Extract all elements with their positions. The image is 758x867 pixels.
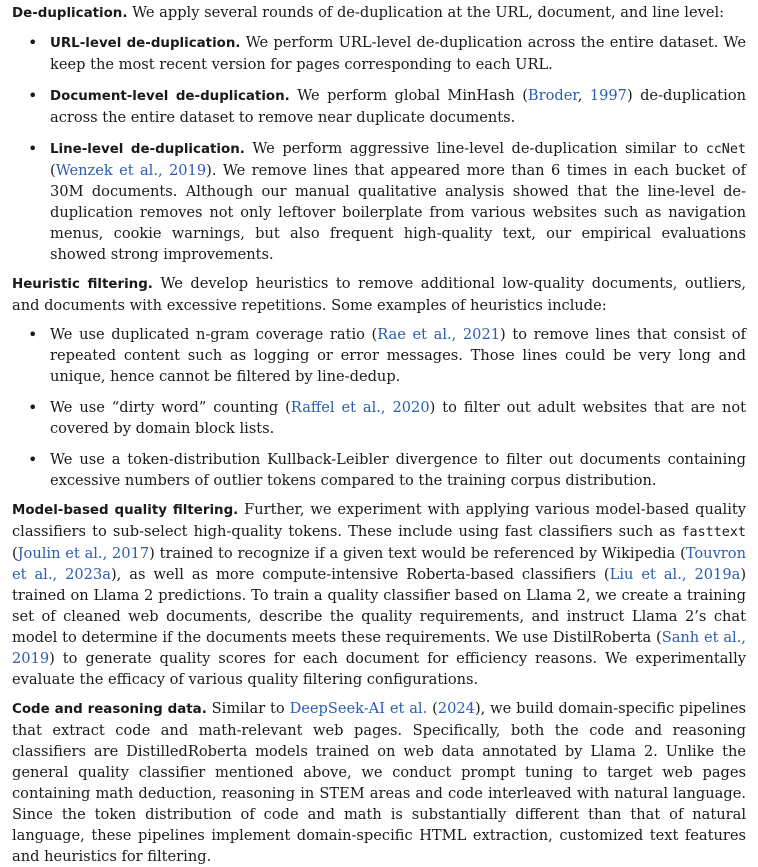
model-text-2: ( (12, 545, 18, 562)
doc-dedup-text-a: We perform global MinHash ( (297, 87, 528, 104)
citation-link[interactable]: Liu et al., 2019a (609, 566, 741, 583)
kl-text: We use a token-distribution Kullback-Leibler divergence to filter out documents containing excessive numbers of outlier tokens compared to the training corpus distribution. (50, 451, 746, 489)
citation-link[interactable]: 2024 (437, 700, 475, 717)
line-dedup-heading: Line-level de-duplication. (50, 142, 245, 157)
line-dedup-text-c: ). We remove lines that appeared more than 6 times in each bucket of 30M documents. Although our manual qualitative analysis showed that the line-level de-duplication removes not only leftover boilerplate from various websites such as navigation menus, cookie warnings, but also frequent high-quality text, our empirical evaluations showed strong improvements. (50, 162, 747, 263)
citation-link[interactable]: 1997 (589, 87, 627, 104)
line-dedup-text-b: ( (50, 162, 56, 179)
dedup-list (12, 32, 746, 265)
list-item-doc-dedup (50, 85, 746, 128)
code-term: fasttext (681, 525, 746, 540)
citation-link[interactable]: Wenzek et al., 2019 (55, 162, 207, 179)
code-heading: Code and reasoning data. (12, 702, 207, 717)
list-item-url-dedup (50, 32, 746, 75)
model-text-3: ) trained to recognize if a given text would be referenced by Wikipedia ( (149, 545, 686, 562)
dirty-word-text-a: We use “dirty word” counting ( (50, 399, 291, 416)
doc-dedup-text-b: ) de-duplication across the entire dataset to remove near duplicate documents. (50, 87, 747, 126)
ngram-text-b: ) to remove lines that consist of repeated content such as logging or error messages. Those lines could be very long and unique, hence cannot be filtered by line-dedup. (50, 326, 746, 385)
citation-link[interactable]: DeepSeek-AI et al. (289, 700, 428, 717)
citation-link[interactable]: Touvron et al., 2023a (12, 545, 746, 583)
url-dedup-text: We perform URL-level de-duplication across the entire dataset. We keep the most recent version for pages corresponding to each URL. (50, 34, 747, 73)
dirty-word-text-b: ) to filter out adult websites that are not covered by domain block lists. (50, 399, 746, 437)
model-heading: Model-based quality filtering. (12, 503, 239, 518)
model-text-5: ) trained on Llama 2 predictions. To train a quality classifier based on Llama 2, we create a training set of cleaned web documents, describe the quality requirements, and instruct Llama 2’s chat model to determine if the documents meets these requirements. We use DistilRoberta ( (12, 566, 747, 646)
code-paragraph (12, 698, 746, 867)
list-item-kl-divergence (50, 449, 746, 491)
code-text-2: ), we build domain-specific pipelines that extract code and math-relevant web pages. Specifically, both the code and reasoning classifiers are DistilledRoberta models trained on web data annotated by Llama 2. Unlike the general quality classifier mentioned above, we conduct prompt tuning to target web pages containing math deduction, reasoning in STEM areas and code interleaved with natural language. Since the token distribution of code and math is substantially different than that of natural language, these pipelines implement domain-specific HTML extraction, customized text features and heuristics for filtering. (12, 700, 746, 865)
doc-dedup-heading: Document-level de-duplication. (50, 89, 290, 104)
heuristic-paragraph (12, 273, 746, 316)
list-item-dirty-word (50, 397, 746, 439)
model-text-4: ), as well as more compute-intensive Roberta-based classifiers ( (110, 566, 610, 583)
url-dedup-heading: URL-level de-duplication. (50, 36, 241, 51)
dedup-paragraph (12, 2, 746, 24)
citation-link[interactable]: Sanh et al., 2019 (12, 629, 746, 667)
heuristic-heading: Heuristic filtering. (12, 277, 153, 292)
model-text-1: Further, we experiment with applying various model-based quality classifiers to sub-select high-quality tokens. These include using fast classifiers such as (12, 501, 746, 540)
heuristic-list (12, 324, 746, 491)
list-item-ngram (50, 324, 746, 387)
list-item-line-dedup (50, 138, 746, 265)
citation-link[interactable]: Broder (527, 87, 578, 104)
dedup-heading: De-duplication. (12, 6, 128, 21)
citation-link[interactable]: Raffel et al., 2020 (290, 399, 430, 416)
ngram-text-a: We use duplicated n-gram coverage ratio ( (50, 326, 378, 343)
heuristic-intro: We develop heuristics to remove additional low-quality documents, outliers, and documents with excessive repetitions. Some examples of heuristics include: (12, 275, 746, 314)
citation-link[interactable]: Joulin et al., 2017 (17, 545, 150, 562)
line-dedup-text-a: We perform aggressive line-level de-duplication similar to (252, 140, 706, 157)
model-paragraph (12, 499, 746, 690)
code-text-1: Similar to (211, 700, 290, 717)
dedup-intro: We apply several rounds of de-duplication at the URL, document, and line level: (132, 4, 725, 21)
citation-link[interactable]: Rae et al., 2021 (377, 326, 501, 343)
model-text-6: ) to generate quality scores for each document for efficiency reasons. We experimentally evaluate the efficacy of various quality filtering configurations. (12, 650, 746, 688)
code-cite-open: ( (427, 700, 438, 717)
code-term: ccNet (705, 142, 746, 157)
citation-separator: , (577, 87, 590, 104)
